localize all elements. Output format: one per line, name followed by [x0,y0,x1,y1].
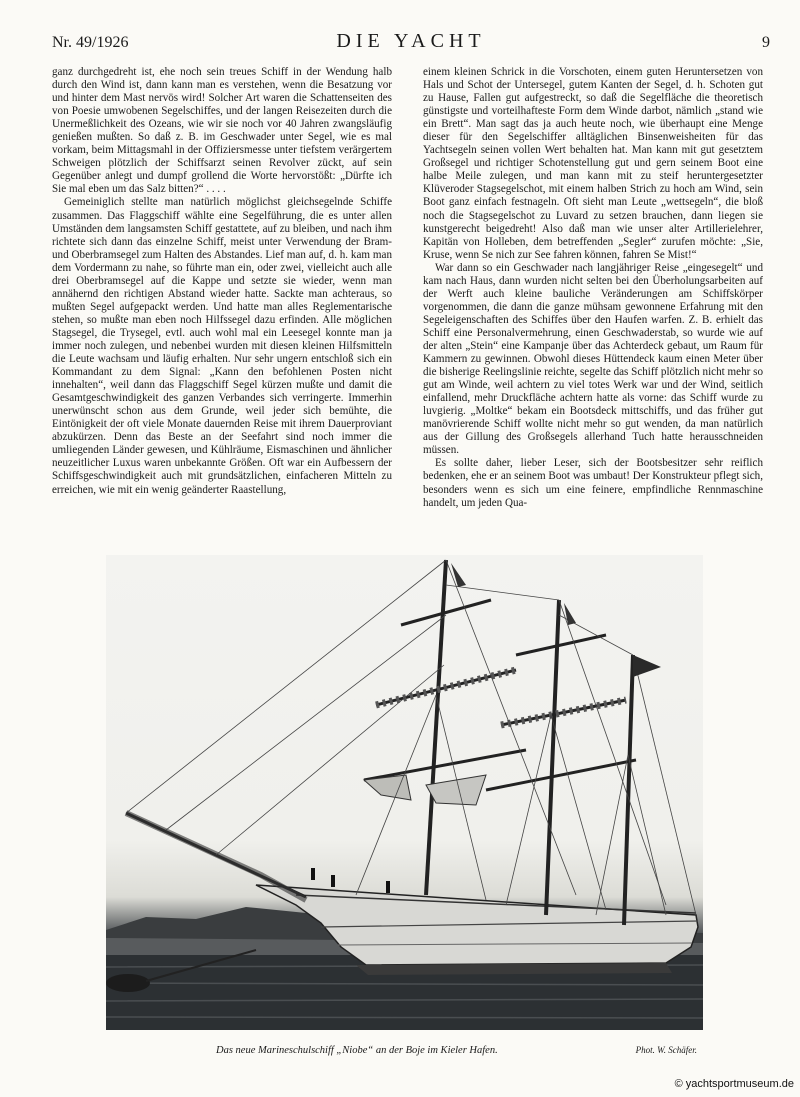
paragraph: War dann so ein Geschwader nach langjähriger Reise „eingesegelt“ und kam nach Haus, dann wurden nicht selten bei den Überholungsarbeiten auf der Werft auch kleine bauliche Veränderungen am Schiffskörper vorgenommen, die dann die ganze mühsam gewonnene Erfahrung mit den Segeleigenschaften des Schiffes über den Haufen warfen. Z. B. erhielt das Schiff eine Personalvermehrung, einen Geschwaderstab, so wurde wie auf der alten „Stein“ eine Kampanje über das Achterdeck gebaut, um Raum für Kammern zu gewinnen. Obwohl dieses Hüttendeck kaum einen Meter über die bisherige Reelingslinie reichte, segelte das Schiff plötzlich nicht mehr so gut am Winde, weil achtern zu viel totes Werk war und der Wind, seitlich einfallend, mehr Druckfläche achtern hatte als vorne: das Schiff wurde zu luvgierig. „Moltke“ bekam ein Bootsdeck mittschiffs, und das früher gut manövrierende Schiff wollte nicht mehr so gut wenden, da man natürlich aus der Gillung des Großsegels allerhand Tuch hatte herausschneiden müssen. [423,261,763,457]
magazine-title: DIE YACHT [336,30,486,52]
issue-number: Nr. 49/1926 [52,34,129,51]
photo-credit: Phot. W. Schäfer. [635,1045,697,1055]
page-header [52,30,770,54]
left-text-column [52,66,392,556]
right-text-column [423,66,763,556]
ship-photo [106,555,703,1030]
sailing-ship-illustration [106,555,703,1030]
photo-caption [106,1045,703,1059]
caption-text: Das neue Marineschulschiff „Niobe“ an der Boje im Kieler Hafen. [216,1045,498,1056]
watermark: © yachtsportmuseum.de [674,1078,794,1090]
paragraph: ganz durchgedreht ist, ehe noch sein treues Schiff in der Wendung halb durch den Wind ist, dann kann man es verstehen, wenn die Besatzung vor und hinter dem Mast nervös wird! Solcher Art waren die Schattenseiten des von Poesie umwobenen Segelschiffes, und der langen Reisezeiten durch die Unermeßlichkeit des Ozeans, wie wir sie noch vor 40 Jahren zwangsläufig genießen mußten. So daß z. B. im Geschwader unter Segel, wie es mal vorkam, beim Mittagsmahl in der Offiziersmesse unter tiefstem verärgertem Schweigen plötzlich der Schiffsarzt seinen Revolver zückt, auf sein Gegenüber anlegt und dumpf grollend die Worte hervorstößt: „Dürfte ich Sie mal eben um das Salz bitten?“ . . . . [52,66,392,196]
paragraph: einem kleinen Schrick in die Vorschoten, einem guten Heruntersetzen von Hals und Schot der Untersegel, gutem Kanten der Segel, d. h. Schoten gut zu Hause, Fallen gut aufgestreckt, so daß die Segelfläche die theoretisch günstigste und vorteilhafteste Form dem Winde darbot, nämlich „stand wie ein Brett“. Man sagt das ja auch heute noch, wie überhaupt eine Menge dieser für den Segelschiffer alltäglichen Binsenweisheiten für das Yachtsegeln seinen vollen Wert behalten hat. Man kann mit gut gesetztem Großsegel und richtiger Schotenstellung gut und gern seinem Boot eine halbe Meile zulegen, und man kann mit zu steif heruntergesetzter Klüveroder Stagsegelschot, mit einem halben Strich zu hoch am Wind, sein Boot ganz einfach festnageln. Oft sieht man Leute „wettsegeln“, die bloß noch die Stagsegelschot zu Luvard zu setzen brauchen, dann liegen sie kunstgerecht beigedreht! Also daß man wie unser alter Artillerielehrer, Kapitän von Holleben, dem betreffenden „Segler“ zurufen möchte: „Sie, Kruse, wenn Se nich zur See fahren können, fahren Se Mist!“ [423,66,763,261]
paragraph: Gemeiniglich stellte man natürlich möglichst gleichsegelnde Schiffe zusammen. Das Flaggschiff wählte eine Segelführung, die es unter allen Umständen dem langsamsten Schiff gestattete, auf zu bleiben, und nach ihm richtete sich dann das einzelne Schiff, meist unter Verwendung der Bram- und Oberbramsegel zum Halten des Abstandes. Lief man auf, d. h. kam man dem Vordermann zu nahe, so führte man ein, oder zwei, vielleicht auch alle drei Oberbramsegel auf die Kappe und setzte sie wieder, wenn man annähernd den richtigen Abstand wieder hatte. Sackte man achteraus, so mußten Segel aufgepackt werden. Und hatte man alles Reglementarische stehen, so mußte man eben noch Hilfssegel dazu erfinden. Alle möglichen Stagsegel, die Trysegel, evtl. auch wohl mal ein Leesegel konnte man ja immer noch zulegen, und nebenbei wurden mit diesen kleinen Hilfsmitteln die Leute wachsam und läufig erhalten. Nur sehr ungern entschloß sich ein Kommandant zu dem Signal: „Kann den befohlenen Posten nicht innehalten“, weil dann das Flaggschiff Segel kürzen mußte und damit die Gesamtgeschwindigkeit des ganzen Verbandes sich verringerte. Immerhin unerwünscht schon aus dem Grunde, weil jeder sich bemühte, die Eintönigkeit der oft viele Monate dauernden Reise mit ihrem Dauerproviant abzukürzen. Denn das Beste an der Seefahrt sind noch immer die umliegenden Länder gewesen, und Kühlräume, Eismaschinen und ähnlicher neuzeitlicher Luxus waren unbekannte Größen. Oft war ein Aufbessern der Schiffsgeschwindigkeit auch mit grundsätzlichen, einfacheren Mitteln zu erreichen, wie mit ein wenig geänderter Raastellung, [52,196,392,496]
page-number: 9 [762,34,770,51]
paragraph: Es sollte daher, lieber Leser, sich der Bootsbesitzer sehr reiflich bedenken, ehe er an seinem Boot was umbaut! Der Konstrukteur pflegt sich, besonders wenn es sich um eine feinere, empfindliche Rennmaschine handelt, um jeden Qua- [423,457,763,509]
